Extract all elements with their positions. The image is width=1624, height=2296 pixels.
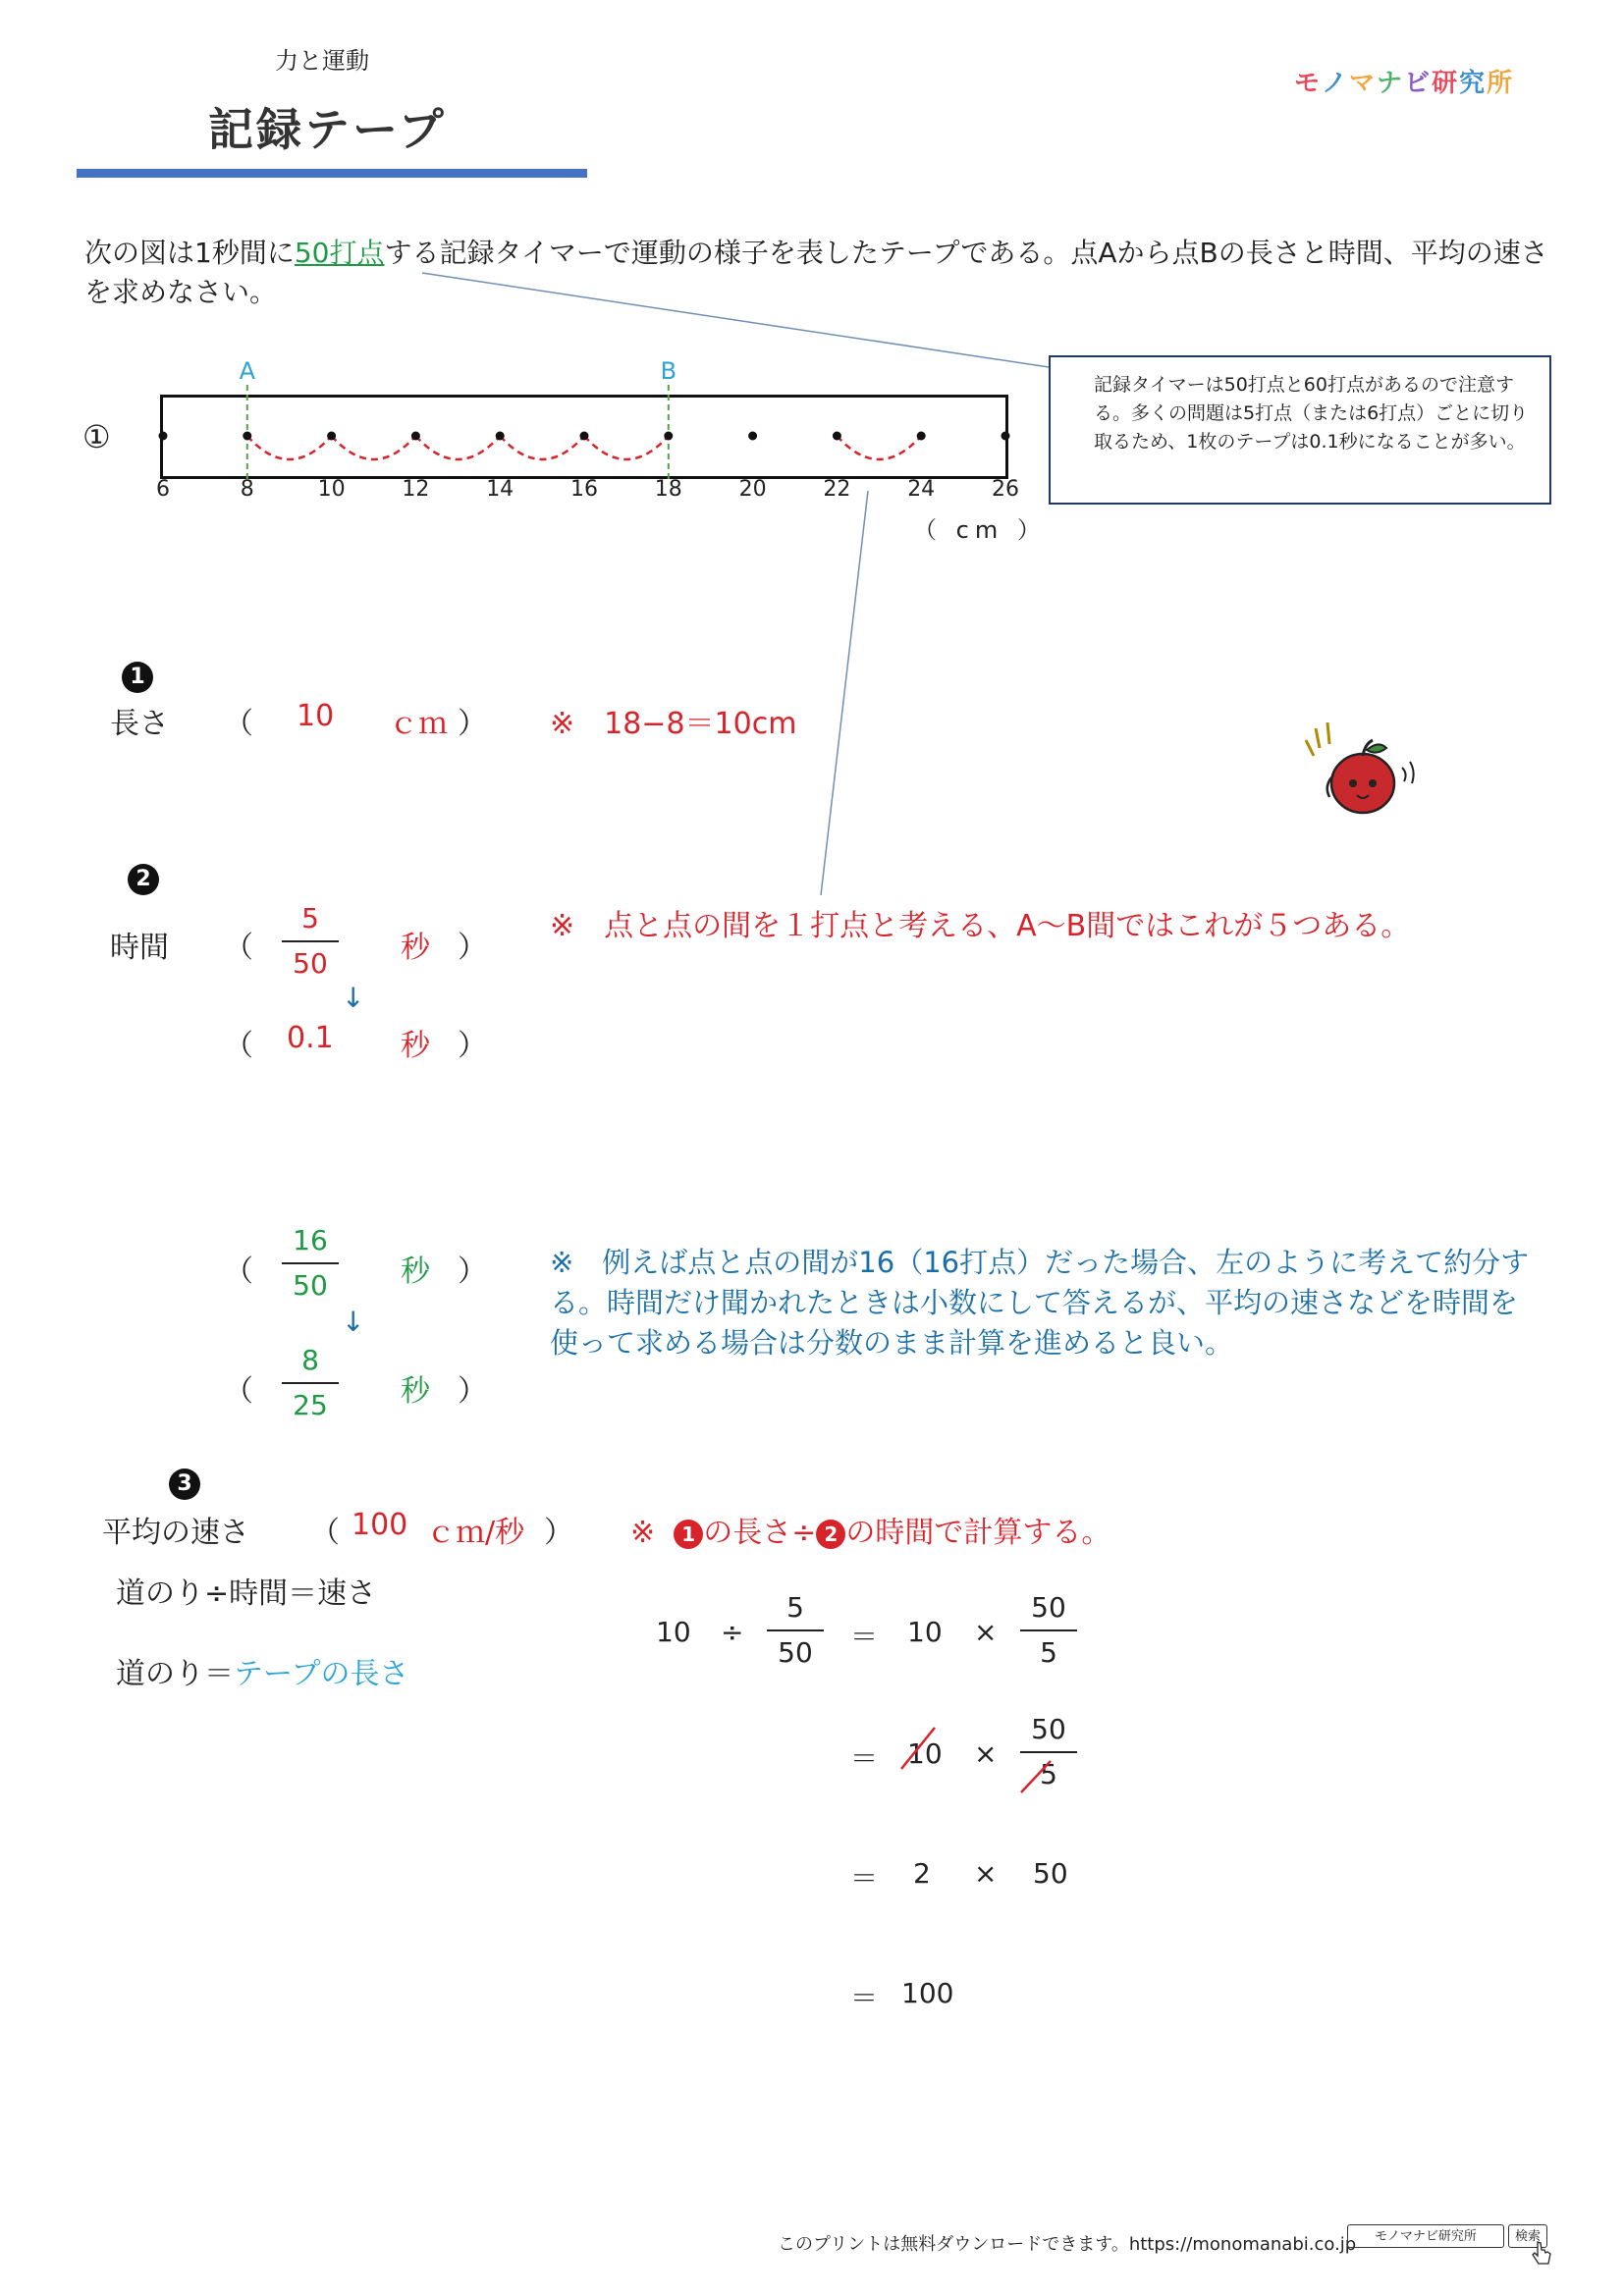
part2-answer-2: 0.1: [287, 1021, 334, 1055]
calc-eq-1: ＝: [850, 1621, 879, 1653]
tick-label: 12: [402, 477, 430, 502]
calc-eq-4: ＝: [850, 1982, 879, 2014]
tape-dot: [748, 432, 757, 441]
tick-label: 20: [738, 477, 767, 502]
tick-label: 14: [486, 477, 514, 502]
logo-letter: 研: [1432, 69, 1460, 98]
example-fraction-2-den: 25: [293, 1389, 328, 1421]
tape-dot: [580, 432, 589, 441]
part1-unit: ｃｍ: [389, 707, 448, 741]
part2-arrow-1: ↓: [342, 982, 365, 1014]
formula-speed: 道のり÷時間＝速さ: [116, 1576, 377, 1611]
part3-unit: ｃｍ/秒: [426, 1516, 525, 1550]
part1-label: 長さ: [110, 707, 169, 741]
calc-d: 2: [913, 1857, 931, 1890]
part2-number-badge: 2: [128, 864, 159, 895]
calc-times-2: ×: [974, 1737, 998, 1770]
part3-answer: 100: [352, 1508, 408, 1542]
example-fraction-1-num: 16: [293, 1224, 328, 1256]
tick-label: 22: [823, 477, 851, 502]
logo-letter: ビ: [1404, 69, 1433, 98]
part1-explanation: ※ 18−8＝10cm: [550, 707, 797, 741]
part2-label: 時間: [110, 931, 169, 965]
part3-close-paren: ）: [544, 1516, 573, 1550]
footer-search-box[interactable]: モノマナビ研究所: [1347, 2224, 1504, 2248]
part2-close-paren-1: ）: [458, 931, 487, 965]
interval-arc: [332, 436, 416, 459]
calc-eq-2: ＝: [850, 1742, 879, 1775]
page-title: 記録テープ: [208, 103, 447, 156]
part3-number: [169, 1468, 200, 1500]
part2-open-paren-2: （: [224, 1029, 253, 1063]
tape-dot: [411, 432, 420, 441]
calc-fraction-3-den: 5: [1040, 1758, 1057, 1790]
tick-label: 26: [992, 477, 1019, 502]
interval-arc: [415, 436, 500, 459]
part2-fraction-1-num: 5: [301, 902, 319, 934]
formula-distance-pre: 道のり＝: [116, 1657, 234, 1691]
example-unit-1: 秒: [401, 1255, 430, 1289]
part1-number: [122, 662, 153, 693]
logo-letter: 究: [1459, 69, 1488, 98]
tick-label: 8: [240, 477, 254, 502]
part3-open-paren: （: [310, 1516, 340, 1550]
formula-distance-highlight: テープの長さ: [234, 1657, 409, 1691]
calc-fraction-2-num: 50: [1031, 1591, 1066, 1624]
part3-label: 平均の速さ: [102, 1516, 249, 1550]
tape-dot: [243, 432, 251, 441]
part2-unit-1: 秒: [401, 931, 430, 965]
part3-explanation-part1: の長さ÷: [703, 1516, 817, 1550]
part1-answer: 10: [297, 699, 335, 733]
tape-dot: [496, 432, 505, 441]
part1-close-paren: ）: [458, 707, 487, 741]
calc-fraction-1-num: 5: [786, 1591, 804, 1624]
question-text-before: 次の図は1秒間に: [84, 237, 295, 269]
part2-unit-2: 秒: [401, 1029, 430, 1063]
marker-b: B: [660, 357, 677, 385]
part3-explanation-mark: ※: [630, 1516, 656, 1550]
example-close-paren-1: ）: [458, 1255, 487, 1289]
tick-label: 18: [654, 477, 682, 502]
tick-label: 6: [156, 477, 170, 502]
example-open-paren-1: （: [224, 1255, 253, 1289]
example-close-paren-2: ）: [458, 1374, 487, 1409]
formula-distance: [116, 1649, 409, 1692]
calc-fraction-3-num: 50: [1031, 1713, 1066, 1745]
example-fraction-1-den: 50: [293, 1269, 328, 1302]
part2-close-paren-2: ）: [458, 1029, 487, 1063]
logo-letter: ノ: [1322, 69, 1350, 98]
tape-dot: [917, 432, 926, 441]
footer-text: このプリントは無料ダウンロードできます。https://monomanabi.co.jp: [778, 2234, 1357, 2255]
tape-dot: [327, 432, 336, 441]
calc-times-1: ×: [974, 1616, 998, 1648]
interval-arc: [247, 436, 332, 459]
example-arrow: ↓: [342, 1306, 365, 1338]
calc-result: 100: [901, 1977, 954, 2009]
interval-arc: [584, 436, 669, 459]
part3-ref-2-badge: 2: [816, 1520, 845, 1549]
question-highlight: 50打点: [294, 237, 385, 269]
calc-e: 50: [1033, 1857, 1068, 1890]
example-unit-2: 秒: [401, 1374, 430, 1409]
tape-dot: [664, 432, 673, 441]
interval-arc: [500, 436, 584, 459]
logo-letter: 所: [1487, 69, 1515, 98]
part2-open-paren-1: （: [224, 931, 253, 965]
example-explanation: ※ 例えば点と点の間が16（16打点）だった場合、左のように考えて約分する。時間だけ聞かれたときは小数にして答えるが、平均の速さなどを時間を使って求める場合は分数のまま計算を進めると良い。: [550, 1246, 1530, 1360]
logo-letter: モ: [1294, 69, 1323, 98]
calc-eq-3: ＝: [850, 1862, 879, 1895]
calc-fraction-1: [761, 1590, 830, 1671]
part1-open-paren: （: [224, 707, 253, 741]
calc-fraction-1-den: 50: [778, 1636, 813, 1669]
part3-ref-1-badge: 1: [674, 1520, 703, 1549]
tape-dot: [833, 432, 841, 441]
tape-dot: [159, 432, 168, 441]
calc-div: ÷: [721, 1616, 744, 1648]
apple-mascot-icon: [1294, 717, 1422, 825]
example-fraction-2: [276, 1343, 345, 1423]
example-fraction-2-num: 8: [301, 1344, 319, 1376]
subject-label: 力と運動: [275, 47, 369, 75]
figure-number: ①: [82, 418, 111, 455]
calc-fraction-2: [1014, 1590, 1083, 1671]
tape-dot: [1001, 432, 1010, 441]
calc-c: 10: [907, 1737, 943, 1770]
tape-unit: （ cm ）: [913, 516, 1047, 544]
calc-fraction-2-den: 5: [1040, 1636, 1057, 1669]
logo-letter: マ: [1349, 69, 1378, 98]
footer-search-button[interactable]: 検索: [1508, 2224, 1547, 2248]
part1-number-badge: 1: [122, 662, 153, 693]
part2-fraction-1: [276, 901, 345, 982]
tick-label: 16: [570, 477, 598, 502]
part3-number-badge: 3: [169, 1468, 200, 1500]
tick-label: 10: [317, 477, 346, 502]
part2-fraction-1-den: 50: [293, 947, 328, 980]
example-open-paren-2: （: [224, 1374, 253, 1409]
calc-times-3: ×: [974, 1857, 998, 1890]
tick-label: 24: [907, 477, 936, 502]
example-fraction-1: [276, 1223, 345, 1304]
interval-arc: [837, 436, 921, 459]
part2-explanation: ※ 点と点の間を１打点と考える、A〜B間ではこれが５つある。: [550, 909, 1411, 943]
question-text-after: する記録タイマーで運動の様子を表したテープである。点Aから点Bの長さと時間、平均の速さを求めなさい。: [84, 237, 1548, 308]
part3-explanation-part2: の時間で計算する。: [845, 1516, 1111, 1550]
calc-a: 10: [656, 1616, 691, 1648]
calc-b: 10: [907, 1616, 943, 1648]
marker-a: A: [239, 357, 255, 385]
logo-letter: ナ: [1377, 69, 1405, 98]
cancel-strokes: [884, 1708, 1080, 1796]
part3-explanation: [630, 1508, 1110, 1551]
part2-number: [128, 864, 159, 895]
note-box: 記録タイマーは50打点と60打点があるので注意する。多くの問題は5打点（または6打点）ごとに切り取るため、1枚のテープは0.1秒になることが多い。: [1049, 355, 1551, 505]
pointer-cursor-icon: [1532, 2240, 1553, 2266]
